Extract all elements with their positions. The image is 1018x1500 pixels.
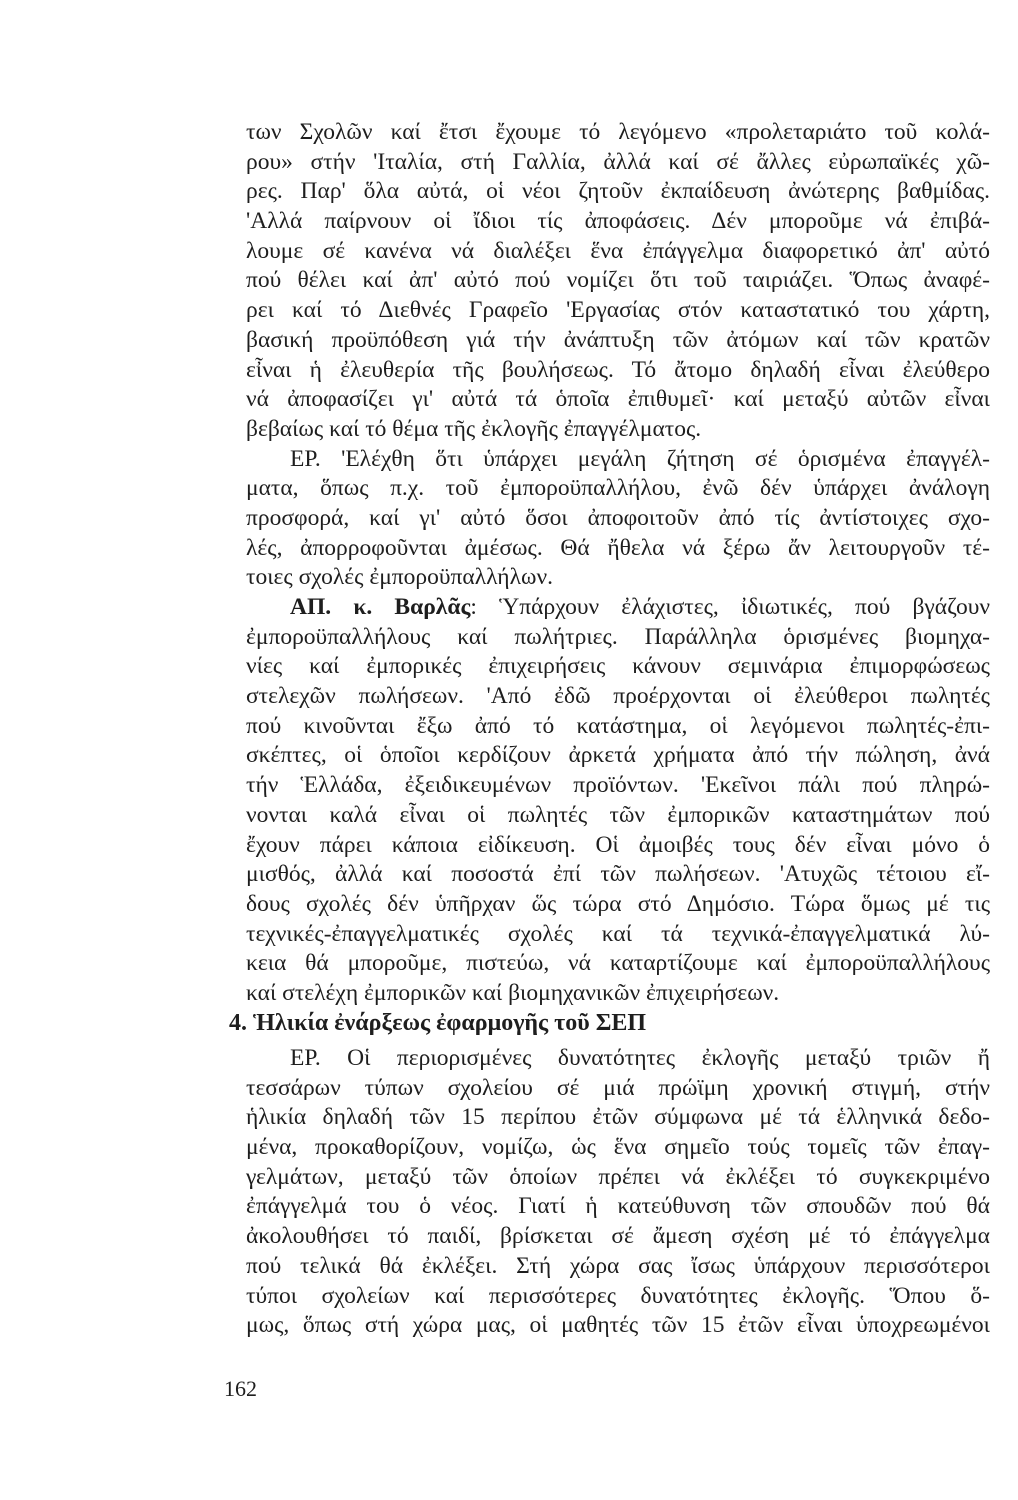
text-line: βεβαίως καί τό θέμα τῆς ἐκλογῆς ἐπαγγέλματος. [246, 415, 702, 442]
text-line [246, 593, 990, 623]
text-line: νονται καλά εἶναι οἱ πωλητές τῶν ἐμπορικῶν καταστημάτων πού [246, 801, 990, 828]
text-line: 'Αλλά παίρνουν οἱ ἴδιοι τίς ἀποφάσεις. Δέν μποροῦμε νά ἐπιβά- [246, 208, 990, 235]
text-line: τύποι σχολείων καί περισσότερες δυνατότητες ἐκλογῆς. Ὅπου ὅ- [246, 1282, 990, 1309]
text-line: πού θέλει καί ἀπ' αὐτό πού νομίζει ὅτι τοῦ ταιριάζει. Ὅπως ἀναφέ- [246, 267, 990, 294]
text-line: λουμε σέ κανένα νά διαλέξει ἕνα ἐπάγγελμα διαφορετικό ἀπ' αὐτό [246, 237, 990, 264]
text-line: ρες. Παρ' ὅλα αὐτά, οἱ νέοι ζητοῦν ἐκπαίδευση ἀνώτερης βαθμίδας. [246, 178, 990, 205]
text-line: ἐπάγγελμά του ὁ νέος. Γιατί ἡ κατεύθυνση τῶν σπουδῶν πού θά [246, 1193, 990, 1220]
text-line: ἐμποροϋπαλλήλους καί πωλήτριες. Παράλληλα ὁρισμένες βιομηχα- [246, 623, 990, 650]
text-line: τήν Ἑλλάδα, ἐξειδικευμένων προϊόντων. 'Εκεῖνοι πάλι πού πληρώ- [246, 772, 990, 799]
text-line: ἔχουν πάρει κάποια εἰδίκευση. Οἱ ἀμοιβές τους δέν εἶναι μόνο ὁ [246, 831, 990, 858]
text-line: ρου» στήν 'Ιταλία, στή Γαλλία, ἀλλά καί σέ ἄλλες εὐρωπαϊκές χῶ- [246, 148, 990, 175]
text-line: καί στελέχη ἐμπορικῶν καί βιομηχανικῶν ἐπιχειρήσεων. [246, 979, 780, 1006]
text-line: κεια θά μποροῦμε, πιστεύω, νά καταρτίζουμε καί ἐμποροϋπαλλήλους [246, 950, 990, 977]
text-line: γελμάτων, μεταξύ τῶν ὁποίων πρέπει νά ἐκλέξει τό συγκεκριμένο [246, 1163, 990, 1190]
text-line: προσφορά, καί γι' αὐτό ὅσοι ἀποφοιτοῦν ἀπό τίς ἀντίστοιχες σχο- [246, 504, 990, 531]
section-heading: 4. Ἡλικία ἐνάρξεως ἐφαρμογῆς τοῦ ΣΕΠ [229, 1010, 647, 1036]
text-line: βασική προϋπόθεση γιά τήν ἀνάπτυξη τῶν ἀτόμων καί τῶν κρατῶν [246, 326, 990, 353]
text-line: νά ἀποφασίζει γι' αὐτά τά ὁποῖα ἐπιθυμεῖ· καί μεταξύ αὐτῶν εἶναι [246, 386, 990, 413]
text-line: τοιες σχολές ἐμποροϋπαλλήλων. [246, 564, 553, 591]
text-line: λές, ἀπορροφοῦνται ἀμέσως. Θά ἤθελα νά ξέρω ἄν λειτουργοῦν τέ- [246, 534, 990, 561]
text-line: μισθός, ἀλλά καί ποσοστά ἐπί τῶν πωλήσεων. 'Ατυχῶς τέτοιου εἴ- [246, 861, 990, 888]
text-line: εἶναι ἡ ἐλευθερία τῆς βουλήσεως. Τό ἄτομο δηλαδή εἶναι ἐλεύθερο [246, 356, 990, 383]
text-line: δους σχολές δέν ὑπῆρχαν ὥς τώρα στό Δημόσιο. Τώρα ὅμως μέ τις [246, 890, 990, 917]
text-line: ματα, ὅπως π.χ. τοῦ ἐμποροϋπαλλήλου, ἐνῶ δέν ὑπάρχει ἀνάλογη [246, 475, 990, 502]
text-span: : Ὑπάρχουν ἐλάχιστες, ἰδιωτικές, πού βγάζουν [470, 594, 990, 620]
body-text [246, 118, 990, 1009]
text-line: ρει καί τό Διεθνές Γραφεῖο 'Εργασίας στόν καταστατικό του χάρτη, [246, 297, 990, 324]
text-line: μένα, προκαθορίζουν, νομίζω, ὡς ἕνα σημεῖο τούς τομεῖς τῶν ἐπαγ- [246, 1134, 990, 1161]
speaker-label: ΑΠ. κ. Βαρλᾶς [290, 594, 471, 620]
text-line: πού κινοῦνται ἔξω ἀπό τό κατάστημα, οἱ λεγόμενοι πωλητές-ἐπι- [246, 712, 990, 739]
page-number: 162 [224, 1376, 257, 1401]
text-line: ΕΡ. Οἱ περιορισμένες δυνατότητες ἐκλογῆς μεταξύ τριῶν ἤ [290, 1045, 990, 1071]
text-line: νίες καί ἐμπορικές ἐπιχειρήσεις κάνουν σεμινάρια ἐπιμορφώσεως [246, 653, 990, 680]
text-line: στελεχῶν πωλήσεων. 'Από ἐδῶ προέρχονται οἱ ἐλεύθεροι πωλητές [246, 683, 990, 710]
text-line: τεσσάρων τύπων σχολείου σέ μιά πρώϊμη χρονική στιγμή, στήν [246, 1074, 990, 1101]
text-line: τεχνικές-ἐπαγγελματικές σχολές καί τά τεχνικά-ἐπαγγελματικά λύ- [246, 920, 990, 947]
text-line: ἀκολουθήσει τό παιδί, βρίσκεται σέ ἄμεση σχέση μέ τό ἐπάγγελμα [246, 1223, 990, 1250]
text-line: σκέπτες, οἱ ὁποῖοι κερδίζουν ἀρκετά χρήματα ἀπό τήν πώληση, ἀνά [246, 742, 990, 769]
text-line: πού τελικά θά ἐκλέξει. Στή χώρα σας ἴσως ὑπάρχουν περισσότεροι [246, 1252, 990, 1279]
section-body-text [246, 1044, 990, 1341]
text-line: των Σχολῶν καί ἔτσι ἔχουμε τό λεγόμενο «προλεταριάτο τοῦ κολά- [246, 119, 990, 145]
text-line: ΕΡ. 'Ελέχθη ὅτι ὑπάρχει μεγάλη ζήτηση σέ ὁρισμένα ἐπαγγέλ- [290, 445, 990, 472]
text-line: ἡλικία δηλαδή τῶν 15 περίπου ἐτῶν σύμφωνα μέ τά ἑλληνικά δεδο- [246, 1104, 990, 1131]
text-line: μως, ὅπως στή χώρα μας, οἱ μαθητές τῶν 15 ἐτῶν εἶναι ὑποχρεωμένοι [246, 1312, 990, 1339]
